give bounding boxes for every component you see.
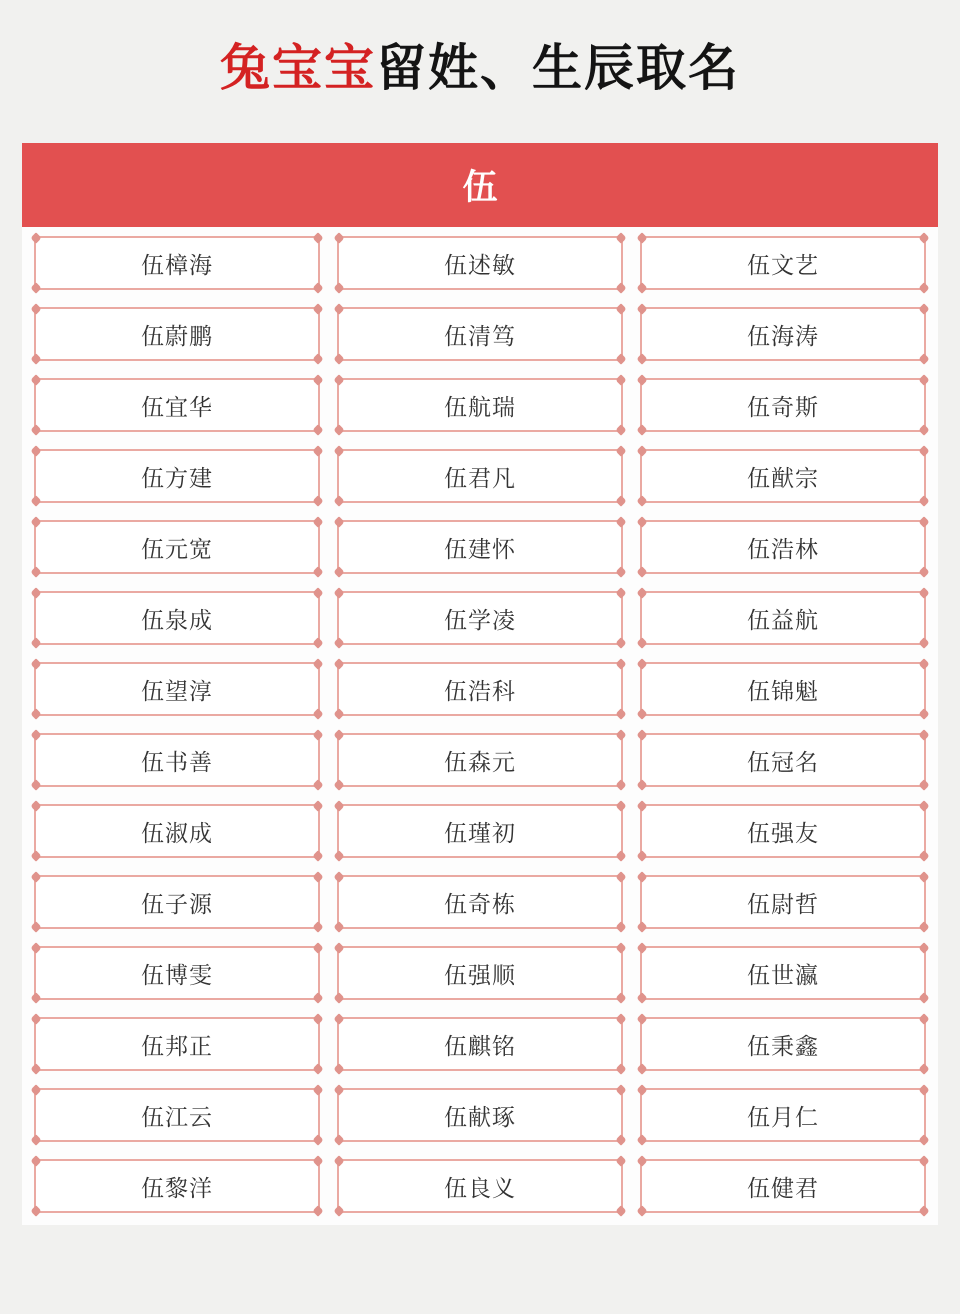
name-card xyxy=(34,307,320,361)
page xyxy=(0,34,960,1314)
name-card xyxy=(337,591,623,645)
name-card xyxy=(337,307,623,361)
name-text: 伍浩科 xyxy=(444,673,516,706)
name-card xyxy=(34,520,320,574)
name-text: 伍黎洋 xyxy=(141,1170,213,1203)
name-card xyxy=(337,1159,623,1213)
name-card xyxy=(34,378,320,432)
name-text: 伍益航 xyxy=(747,602,819,635)
name-text: 伍猷宗 xyxy=(747,460,819,493)
name-text: 伍方建 xyxy=(141,460,213,493)
name-text: 伍江云 xyxy=(141,1099,213,1132)
name-card xyxy=(34,875,320,929)
name-text: 伍宜华 xyxy=(141,389,213,422)
name-card xyxy=(34,591,320,645)
name-text: 伍浩林 xyxy=(747,531,819,564)
name-card xyxy=(34,1088,320,1142)
name-card xyxy=(337,520,623,574)
name-card xyxy=(640,591,926,645)
name-card xyxy=(337,662,623,716)
name-card xyxy=(337,449,623,503)
name-text: 伍月仁 xyxy=(747,1099,819,1132)
name-card xyxy=(337,378,623,432)
name-text: 伍元宽 xyxy=(141,531,213,564)
name-card xyxy=(640,1017,926,1071)
name-text: 伍献琢 xyxy=(444,1099,516,1132)
name-text: 伍森元 xyxy=(444,744,516,777)
name-card xyxy=(34,946,320,1000)
name-card xyxy=(640,378,926,432)
name-card xyxy=(640,662,926,716)
name-text: 伍海涛 xyxy=(747,318,819,351)
surname-header xyxy=(22,143,938,227)
name-card xyxy=(640,733,926,787)
name-text: 伍书善 xyxy=(141,744,213,777)
name-text: 伍子源 xyxy=(141,886,213,919)
name-text: 伍航瑞 xyxy=(444,389,516,422)
name-text: 伍清笃 xyxy=(444,318,516,351)
name-text: 伍强友 xyxy=(747,815,819,848)
name-text: 伍健君 xyxy=(747,1170,819,1203)
name-text: 伍邦正 xyxy=(141,1028,213,1061)
name-text: 伍良义 xyxy=(444,1170,516,1203)
name-text: 伍文艺 xyxy=(747,247,819,280)
surname-text: 伍 xyxy=(462,168,498,207)
name-card xyxy=(34,662,320,716)
title-rest: 留姓、生辰取名 xyxy=(376,40,740,96)
name-card xyxy=(640,236,926,290)
name-card xyxy=(640,946,926,1000)
names-grid xyxy=(22,227,938,1225)
name-card xyxy=(34,1017,320,1071)
name-text: 伍望淳 xyxy=(141,673,213,706)
name-card xyxy=(337,733,623,787)
name-text: 伍淑成 xyxy=(141,815,213,848)
name-text: 伍尉哲 xyxy=(747,886,819,919)
name-card xyxy=(337,946,623,1000)
name-text: 伍樟海 xyxy=(141,247,213,280)
name-card xyxy=(640,1159,926,1213)
name-card xyxy=(640,307,926,361)
name-text: 伍述敏 xyxy=(444,247,516,280)
name-card xyxy=(337,1088,623,1142)
title-highlight: 兔宝宝 xyxy=(220,40,376,96)
name-card xyxy=(337,875,623,929)
name-card xyxy=(640,449,926,503)
name-text: 伍建怀 xyxy=(444,531,516,564)
name-text: 伍秉鑫 xyxy=(747,1028,819,1061)
name-card xyxy=(34,449,320,503)
name-card xyxy=(337,804,623,858)
name-text: 伍泉成 xyxy=(141,602,213,635)
name-text: 伍强顺 xyxy=(444,957,516,990)
name-text: 伍瑾初 xyxy=(444,815,516,848)
name-card xyxy=(34,1159,320,1213)
names-panel xyxy=(22,143,938,1225)
name-card xyxy=(640,875,926,929)
name-card xyxy=(640,804,926,858)
name-card xyxy=(337,236,623,290)
name-text: 伍锦魁 xyxy=(747,673,819,706)
name-text: 伍冠名 xyxy=(747,744,819,777)
name-card xyxy=(34,733,320,787)
name-card xyxy=(34,236,320,290)
name-text: 伍蔚鹏 xyxy=(141,318,213,351)
name-text: 伍学凌 xyxy=(444,602,516,635)
page-title xyxy=(0,34,960,102)
name-text: 伍博雯 xyxy=(141,957,213,990)
name-text: 伍奇栋 xyxy=(444,886,516,919)
name-card xyxy=(34,804,320,858)
name-text: 伍麒铭 xyxy=(444,1028,516,1061)
name-text: 伍奇斯 xyxy=(747,389,819,422)
name-card xyxy=(640,520,926,574)
name-card xyxy=(337,1017,623,1071)
name-text: 伍君凡 xyxy=(444,460,516,493)
name-card xyxy=(640,1088,926,1142)
name-text: 伍世瀛 xyxy=(747,957,819,990)
